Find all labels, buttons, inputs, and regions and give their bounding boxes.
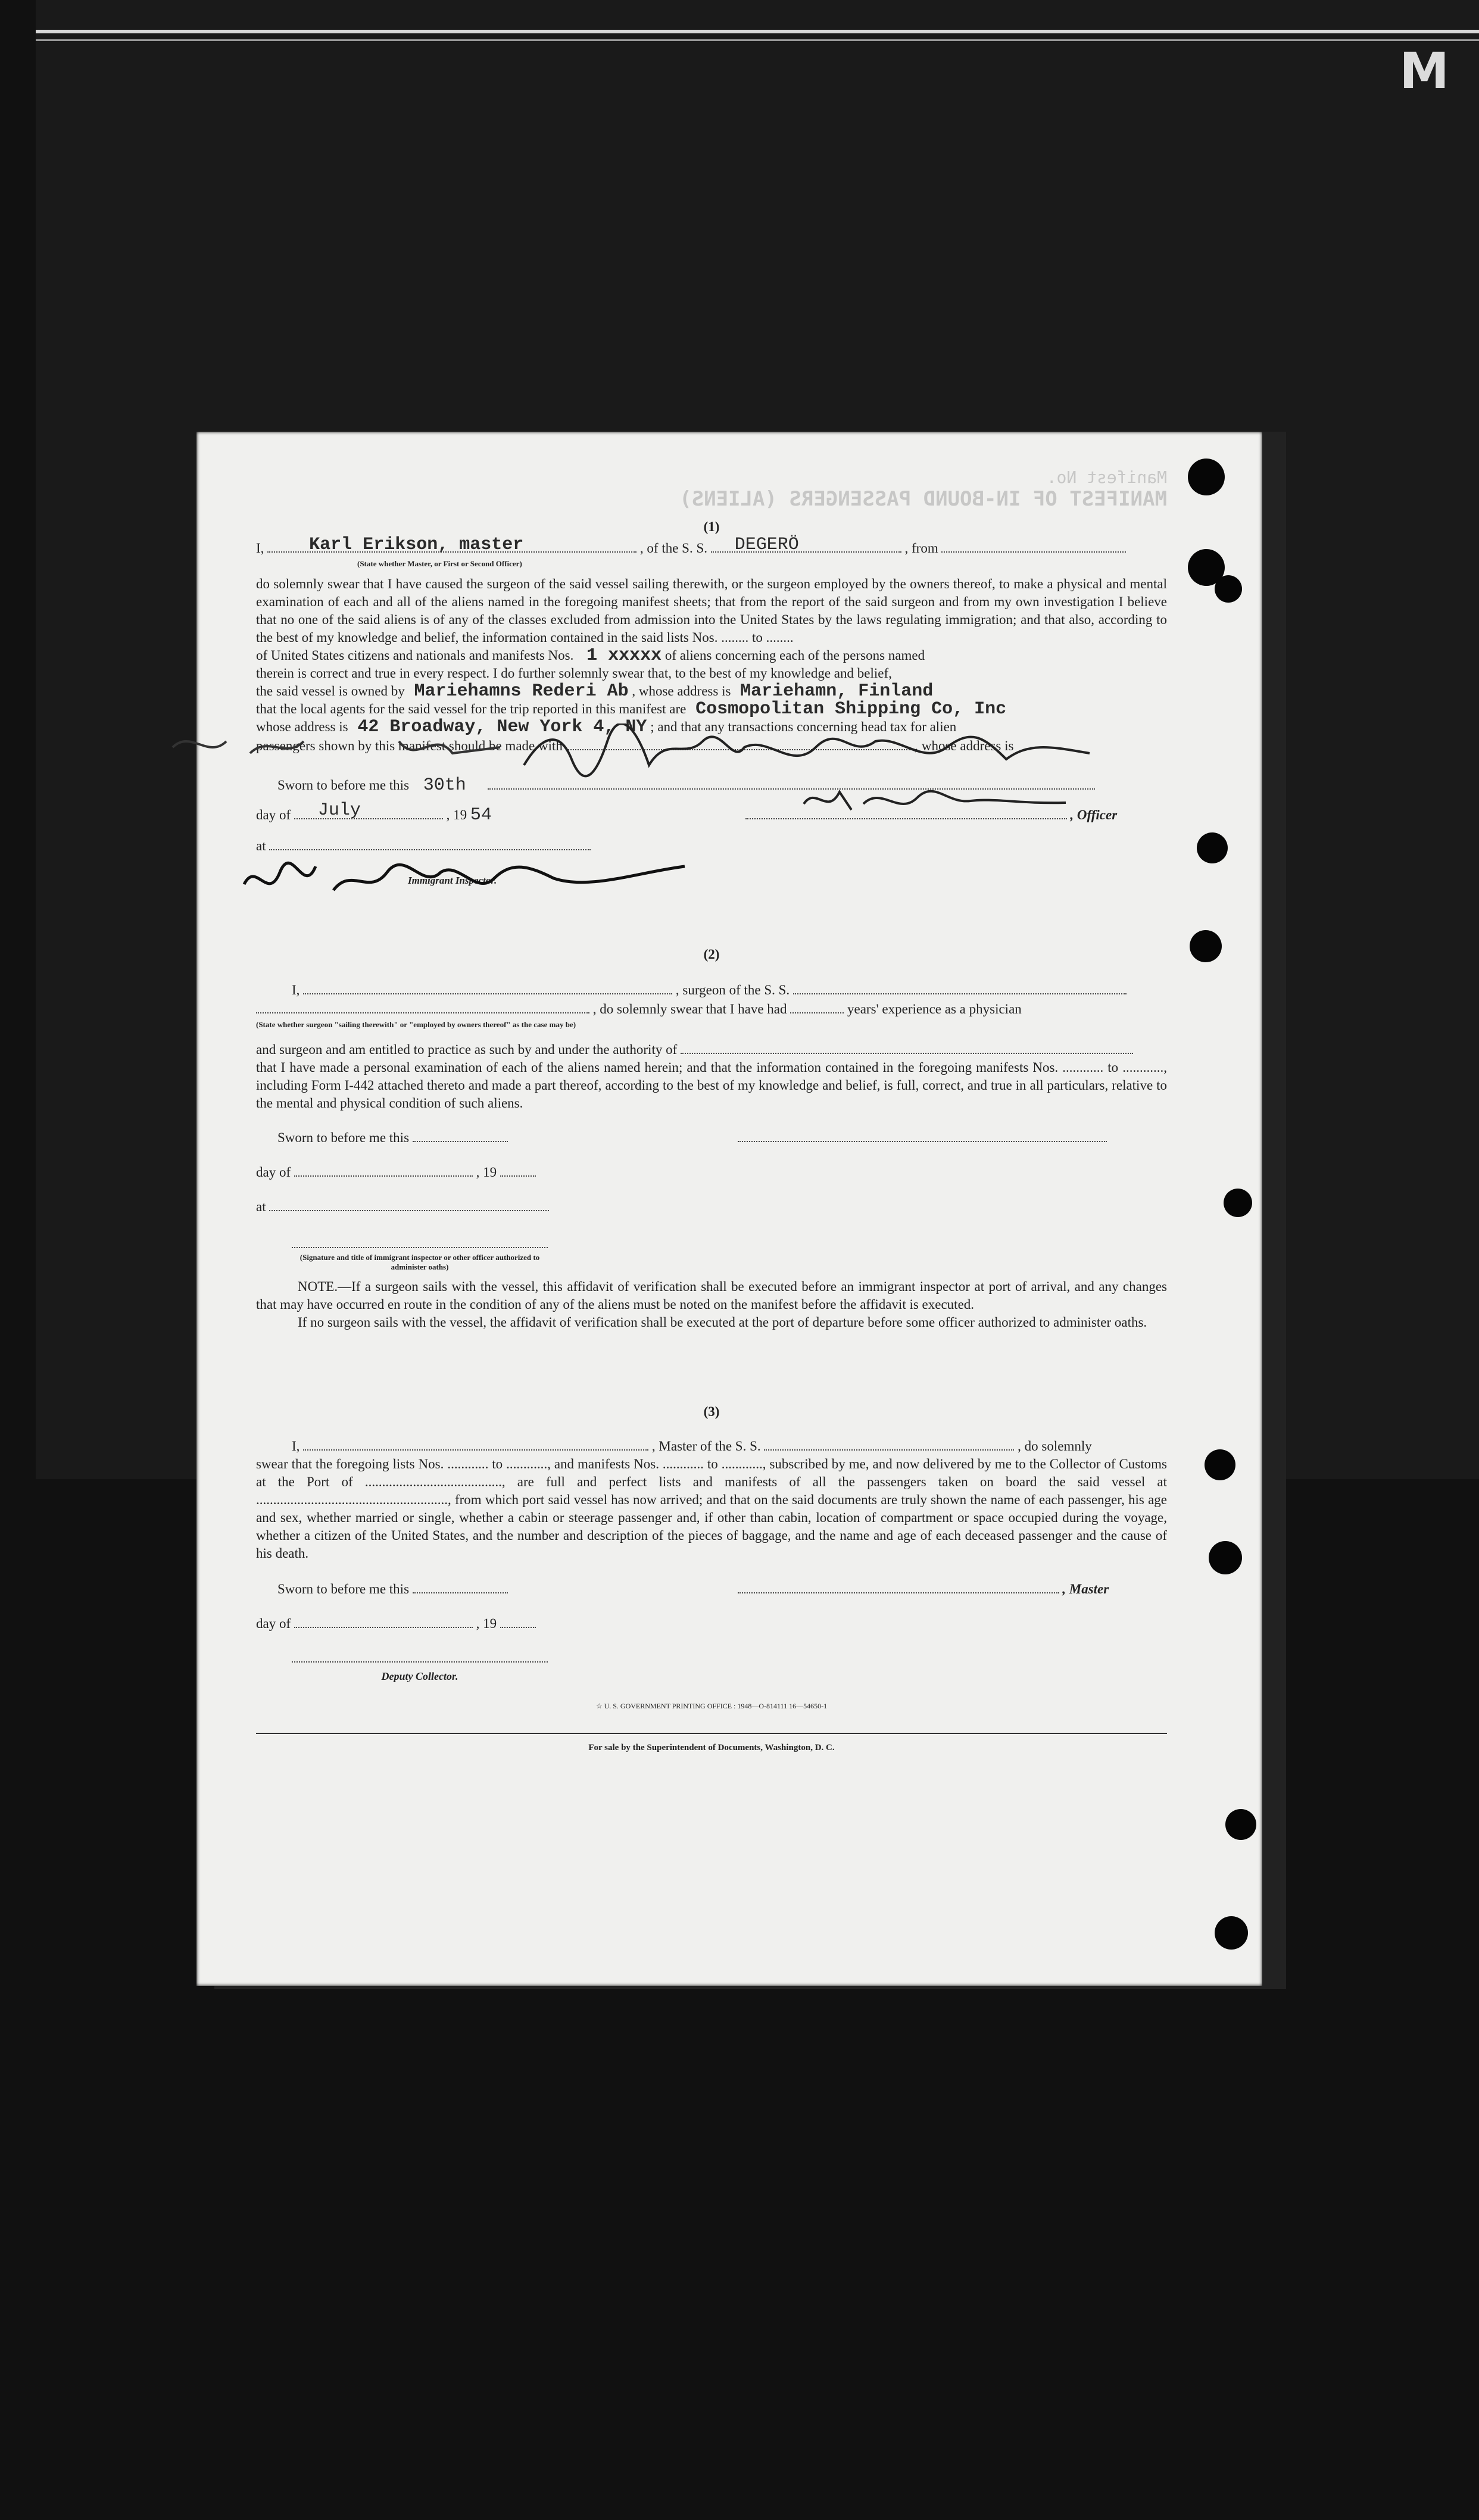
from-field xyxy=(941,538,1126,553)
section-3-master-label: , Master xyxy=(1062,1582,1109,1596)
master-name-field xyxy=(267,535,636,555)
punch-hole xyxy=(1224,1189,1252,1217)
sworn-month: July xyxy=(317,800,361,821)
agents-label: that the local agents for the said vessel for the trip reported in this manifest are xyxy=(256,701,687,716)
section-1-number: (1) xyxy=(703,519,720,534)
day-of-label: day of xyxy=(256,807,291,822)
section-2-month-field xyxy=(294,1162,473,1177)
section-2-i-label: I, xyxy=(292,983,300,997)
section-2-sworn-field xyxy=(413,1128,508,1142)
film-edge-line xyxy=(36,30,1479,33)
section-2-day-label: day of xyxy=(256,1165,291,1180)
year-prefix: , 19 xyxy=(446,807,467,822)
vessel-name: DEGERÖ xyxy=(734,535,799,555)
sworn-year: 54 xyxy=(470,805,492,825)
at-label: at xyxy=(256,838,266,853)
owned-by-label: the said vessel is owned by xyxy=(256,684,405,698)
owner-address-label: , whose address is xyxy=(632,684,731,698)
surgeon-swear-label: , do solemnly swear that I have had xyxy=(592,1002,787,1016)
punch-hole xyxy=(1209,1541,1242,1574)
punch-hole xyxy=(1215,575,1242,603)
bleed-through-line-2: MANIFEST OF IN-BOUND PASSENGERS (ALIENS) xyxy=(679,487,1167,511)
film-edge-line-secondary xyxy=(36,39,1479,41)
section-2-signature-line xyxy=(292,1234,548,1248)
master-note: (State whether Master, or First or Second Officer) xyxy=(357,559,522,568)
punch-hole xyxy=(1188,459,1225,495)
section-3-solemnly-label: , do solemnly xyxy=(1018,1439,1092,1454)
section-3-master-field xyxy=(303,1436,648,1451)
years-field xyxy=(790,999,844,1013)
section-1-i-label: I, xyxy=(256,541,264,556)
deputy-collector-label: Deputy Collector. xyxy=(381,1670,458,1682)
section-3-body: swear that the foregoing lists Nos. ............ to ............, and manifests Nos. ............ to ............, subscribed by me, and now delivered by me to the Collector of Customs at the Port of ........................................, are full and perfect lists and manifests of all the passengers taken on board the said vessel at ........................................................, from which port said vessel has now arrived; and that on the said documents are truly shown the name of each passenger, his age and sex, whether married or single, whether a cabin or steerage passenger and, if other than cabin, location of compartment or space occupied during the voyage, whether a citizen of the United States, and the number and description of the pieces of baggage, and the name and age of each deceased passenger and the cause of his death. xyxy=(256,1457,1167,1561)
surgeon-signature-line xyxy=(738,1128,1107,1142)
printing-office-line: ☆ U. S. GOVERNMENT PRINTING OFFICE : 1948—O-814111 16—54650-1 xyxy=(595,1702,828,1710)
section-3-master-of-label: , Master of the S. S. xyxy=(651,1439,761,1454)
immigrant-inspector-label: Immigrant Inspector. xyxy=(408,875,497,886)
owner-name: Mariehamns Rederi Ab xyxy=(414,681,629,701)
section-2-at-field xyxy=(269,1197,549,1211)
section-2-body: that I have made a personal examination of each of the aliens named herein; and that the information contained in the foregoing manifests Nos. ............ to ............, including Form I-442 attached thereto and made a part thereof, according to the best of my knowledge and belief, is full, correct, and true in all particulars, relative to the mental and physical condition of such aliens. xyxy=(256,1060,1167,1111)
master-name: Karl Erikson, master xyxy=(309,535,524,555)
local-agents: Cosmopolitan Shipping Co, Inc xyxy=(695,699,1007,719)
passengers-address-label: , whose address is xyxy=(915,738,1014,753)
section-2-year-field xyxy=(500,1162,536,1177)
note-paragraph-1: NOTE.—If a surgeon sails with the vessel, this affidavit of verification shall be executed before an immigrant inspector at port of arrival, and any changes that may have occurred en route in the condition of any of the aliens must be noted on the manifest before the affidavit is executed. xyxy=(256,1279,1167,1312)
agent-address-label: whose address is xyxy=(256,719,348,734)
owner-address: Mariehamn, Finland xyxy=(740,681,934,701)
sworn-label: Sworn to before me this xyxy=(277,778,410,793)
authority-label: and surgeon and am entitled to practice as such by and under the authority of xyxy=(256,1042,678,1057)
officer-signature-line xyxy=(745,805,1067,819)
sworn-day: 30th xyxy=(423,775,466,796)
passengers-label: passengers shown by this manifest should be made with xyxy=(256,738,563,753)
section-2-sworn-label: Sworn to before me this xyxy=(277,1130,410,1145)
film-edge-mark: M xyxy=(1399,42,1455,100)
bleed-through-line-1: Manifest No. xyxy=(1046,467,1167,487)
surgeon-note: (State whether surgeon "sailing therewith" or "employed by owners thereof" as the case may be) xyxy=(256,1020,576,1029)
head-tax-label: ; and that any transactions concerning head tax for alien xyxy=(650,719,957,734)
at-field xyxy=(269,836,591,850)
document-content xyxy=(256,518,1167,1757)
surgeon-of-label: , surgeon of the S. S. xyxy=(675,983,790,997)
of-ss-label: , of the S. S. xyxy=(639,541,708,556)
section-3-number: (3) xyxy=(703,1404,720,1419)
master-signature-line xyxy=(488,775,1095,790)
section-2-year-prefix: , 19 xyxy=(476,1165,497,1180)
passengers-field xyxy=(566,736,912,750)
punch-hole xyxy=(1205,1449,1235,1480)
section-3-sworn-field xyxy=(413,1579,508,1593)
month-field xyxy=(294,800,443,821)
punch-hole xyxy=(1215,1916,1248,1950)
section-3-month-field xyxy=(294,1614,473,1628)
section-1-body: do solemnly swear that I have caused the surgeon of the said vessel sailing therewith, or the surgeon employed by the owners thereof, to make a physical and mental examination of each and all of the aliens named in the foregoing manifest sheets; that from the report of the said surgeon and from my own investigation I believe that no one of the said aliens is of any of the classes excluded from admission into the United States by the laws regulating immigration; and that also, according to the best of my knowledge and belief, the information contained in the said lists Nos. ........ to ........ xyxy=(256,576,1167,645)
footer-rule xyxy=(256,1733,1167,1734)
punch-hole xyxy=(1225,1809,1256,1840)
surgeon-vessel-field xyxy=(793,980,1127,994)
section-3-vessel-field xyxy=(764,1436,1014,1451)
surgeon-type-field xyxy=(256,999,589,1013)
correct-line: therein is correct and true in every respect. I do further solemnly swear that, to the best of my knowledge and belief, xyxy=(256,666,892,681)
citizens-line-a: of United States citizens and nationals and manifests Nos. xyxy=(256,648,574,663)
punch-hole xyxy=(1190,930,1222,962)
officer-label: , Officer xyxy=(1070,807,1118,822)
section-3-year-prefix: , 19 xyxy=(476,1616,497,1631)
agent-address: 42 Broadway, New York 4, NY xyxy=(357,717,647,737)
section-3-day-label: day of xyxy=(256,1616,291,1631)
section-3-i-label: I, xyxy=(292,1439,300,1454)
section-3-year-field xyxy=(500,1614,536,1628)
for-sale-line: For sale by the Superintendent of Documents, Washington, D. C. xyxy=(588,1743,835,1752)
section-2-number: (2) xyxy=(703,947,720,962)
section-2-signature-note: (Signature and title of immigrant inspector or other officer authorized to administer oaths) xyxy=(299,1253,540,1271)
section-2-at-label: at xyxy=(256,1199,266,1214)
citizens-line-b: of aliens concerning each of the persons named xyxy=(664,648,925,663)
surgeon-name-field xyxy=(303,980,672,994)
from-label: , from xyxy=(904,541,938,556)
deputy-signature-line xyxy=(292,1648,548,1663)
punch-hole xyxy=(1197,832,1228,863)
section-3-sworn-label: Sworn to before me this xyxy=(277,1582,410,1596)
years-label: years' experience as a physician xyxy=(847,1002,1022,1016)
manifest-numbers: 1 xxxxx xyxy=(586,645,662,666)
note-paragraph-2: If no surgeon sails with the vessel, the affidavit of verification shall be executed at the port of departure before some officer authorized to administer oaths. xyxy=(298,1315,1147,1330)
section-3-master-signature-line xyxy=(738,1579,1059,1593)
authority-field xyxy=(681,1040,1133,1054)
vessel-field xyxy=(711,535,901,555)
